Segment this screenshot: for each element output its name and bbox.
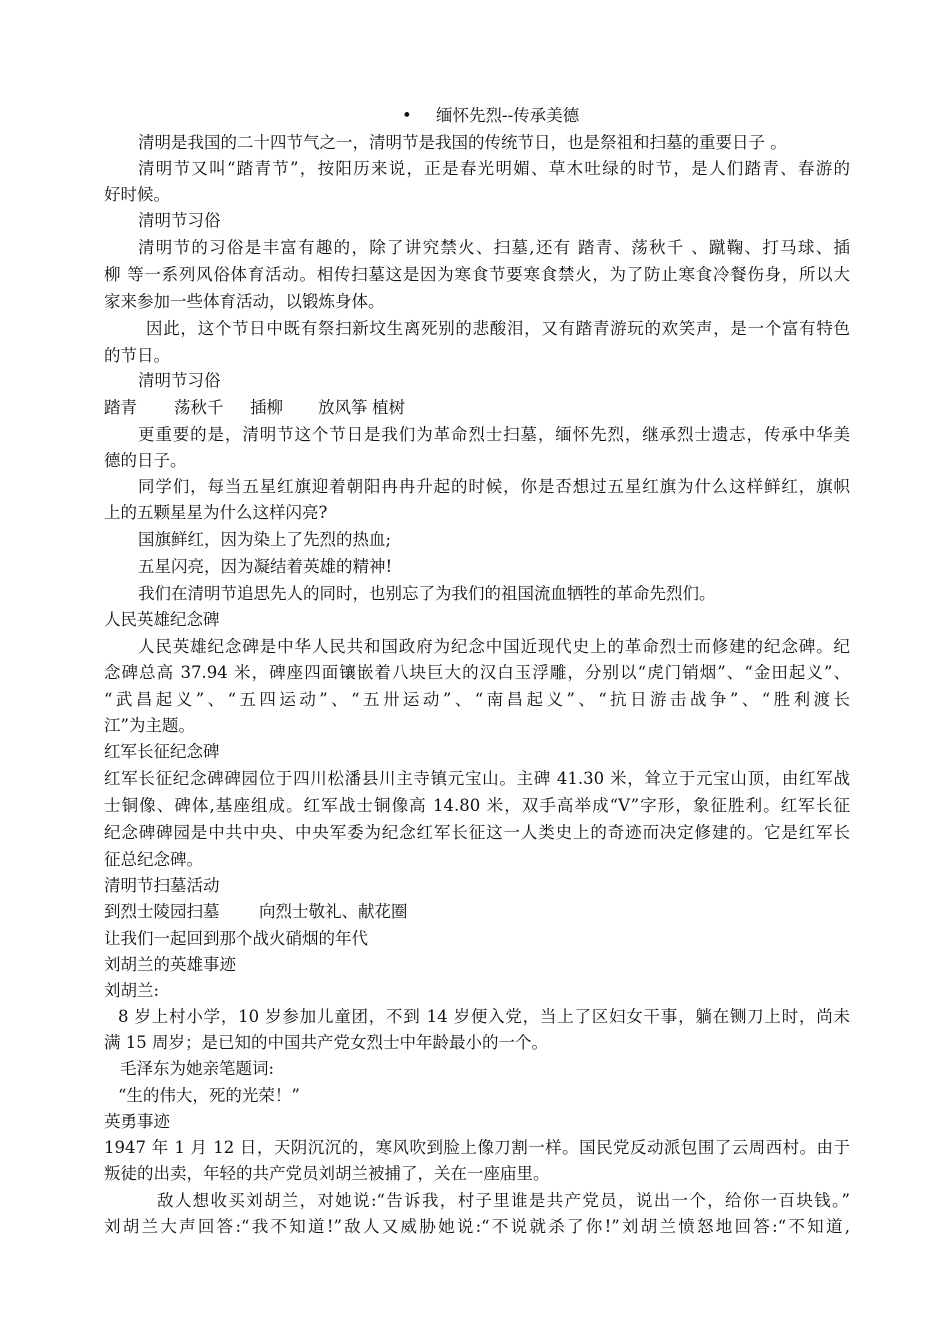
- label: 刘胡兰:: [104, 981, 160, 1000]
- list-item: 到烈士陵园扫墓: [104, 902, 220, 921]
- paragraph-line: 满 15 周岁；是已知的中国共产党女烈士中年龄最小的一个。: [104, 1033, 548, 1052]
- section-heading: 人民英雄纪念碑: [104, 610, 220, 629]
- title-text: 缅怀先烈--传承美德: [436, 106, 580, 125]
- list-item: 向烈士敬礼、献花圈: [259, 902, 408, 921]
- customs-list: [104, 397, 850, 419]
- paragraph-line: 上的五颗星星为什么这样闪亮?: [104, 503, 328, 522]
- paragraph-line: 清明节的习俗是丰富有趣的，除了讲究禁火、扫墓,还有 踏青、荡秋千 、蹴鞠、打马球、插: [138, 238, 850, 257]
- paragraph: 我们在清明节追思先人的同时，也别忘了为我们的祖国流血牺牲的革命先烈们。: [138, 584, 716, 603]
- section-heading: 英勇事迹: [104, 1112, 170, 1131]
- section-heading: 红军长征纪念碑: [104, 742, 220, 761]
- list-item: 踏青: [104, 398, 137, 417]
- paragraph-line: 1947 年 1 月 12 日，天阴沉沉的，寒风吹到脸上像刀割一样。国民党反动派包围了云周西村。由于: [104, 1138, 850, 1157]
- paragraph-line: 人民英雄纪念碑是中华人民共和国政府为纪念中国近现代史上的革命烈士而修建的纪念碑。纪: [138, 637, 850, 656]
- paragraph-line: 叛徒的出卖，年轻的共产党员刘胡兰被捕了，关在一座庙里。: [104, 1164, 550, 1183]
- document-title: [402, 105, 579, 127]
- section-heading: 清明节习俗: [138, 211, 221, 230]
- list-item: 荡秋千: [174, 398, 224, 417]
- section-heading: 清明节扫墓活动: [104, 876, 220, 895]
- paragraph-line: 念碑总高 37.94 米，碑座四面镶嵌着八块巨大的汉白玉浮雕，分别以“虎门销烟”、“金田起义”、: [104, 663, 850, 682]
- bullet-icon: •: [402, 106, 412, 125]
- list-item: 插柳: [250, 398, 283, 417]
- paragraph-line: 德的日子。: [104, 451, 187, 470]
- list-item: 放风筝: [318, 398, 368, 417]
- list-item: 植树: [372, 398, 405, 417]
- activities-list: [104, 901, 850, 923]
- paragraph: 五星闪亮，因为凝结着英雄的精神!: [138, 557, 393, 576]
- paragraph: 毛泽东为她亲笔题词:: [120, 1059, 275, 1078]
- paragraph-line: 刘胡兰大声回答:“我不知道!”敌人又威胁她说:“不说就杀了你!”刘胡兰愤怒地回答:“不知道,: [104, 1217, 850, 1236]
- paragraph-line: 敌人想收买刘胡兰，对她说:“告诉我，村子里谁是共产党员，说出一个，给你一百块钱。”: [157, 1191, 850, 1210]
- paragraph-line: 的节日。: [104, 346, 170, 365]
- quote: “生的伟大，死的光荣！”: [118, 1086, 300, 1105]
- paragraph-line: 更重要的是，清明节这个节日是我们为革命烈士扫墓，缅怀先烈，继承烈士遗志，传承中华美: [138, 425, 850, 444]
- paragraph: 让我们一起回到那个战火硝烟的年代: [104, 929, 368, 948]
- paragraph-line: 红军长征纪念碑碑园位于四川松潘县川主寺镇元宝山。主碑 41.30 米，耸立于元宝山顶，由红军战: [104, 769, 850, 788]
- paragraph-line: 江”为主题。: [104, 716, 195, 735]
- section-heading: 刘胡兰的英雄事迹: [104, 955, 236, 974]
- section-heading: 清明节习俗: [138, 371, 221, 390]
- paragraph-line: 纪念碑碑园是中共中央、中央军委为纪念红军长征这一人类史上的奇迹而决定修建的。它是红军长: [104, 823, 850, 842]
- paragraph-line: 因此，这个节日中既有祭扫新坟生离死别的悲酸泪，又有踏青游玩的欢笑声，是一个富有特色: [146, 319, 850, 338]
- paragraph-line: “武昌起义”、“五四运动”、“五卅运动”、“南昌起义”、“抗日游击战争”、“胜利渡长: [104, 690, 850, 709]
- paragraph-line: 柳 等一系列风俗体育活动。相传扫墓这是因为寒食节要寒食禁火，为了防止寒食冷餐伤身，所以大: [104, 265, 850, 284]
- paragraph-line: 同学们，每当五星红旗迎着朝阳冉冉升起的时候，你是否想过五星红旗为什么这样鲜红，旗帜: [138, 477, 850, 496]
- paragraph-line: 清明节又叫“踏青节”，按阳历来说，正是春光明媚、草木吐绿的时节，是人们踏青、春游的: [138, 159, 850, 178]
- paragraph-line: 好时候。: [104, 185, 170, 204]
- paragraph: 清明是我国的二十四节气之一，清明节是我国的传统节日，也是祭祖和扫墓的重要日子 。: [138, 133, 787, 152]
- paragraph-line: 士铜像、碑体,基座组成。红军战士铜像高 14.80 米，双手高举成“V”字形，象征胜利。红军长征: [104, 796, 850, 815]
- paragraph-line: 8 岁上村小学，10 岁参加儿童团，不到 14 岁便入党，当上了区妇女干事，躺在铡刀上时，尚未: [118, 1007, 850, 1026]
- paragraph-line: 征总纪念碑。: [104, 850, 203, 869]
- paragraph: 国旗鲜红，因为染上了先烈的热血;: [138, 530, 392, 549]
- paragraph-line: 家来参加一些体育活动，以锻炼身体。: [104, 292, 385, 311]
